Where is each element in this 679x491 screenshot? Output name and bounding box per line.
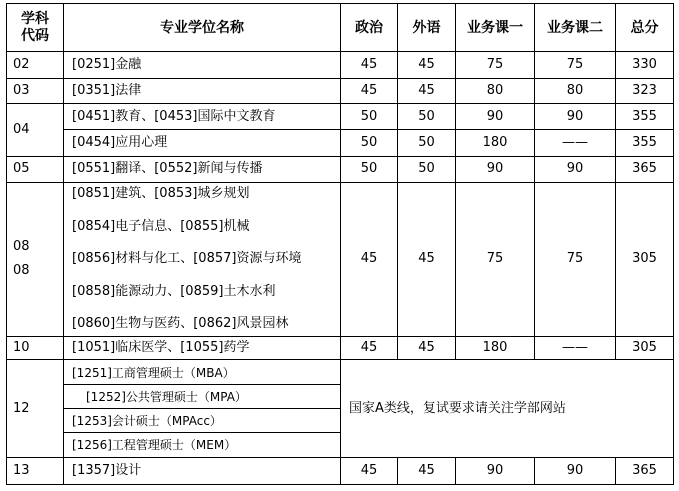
cell-course1: 180 [456, 130, 535, 156]
cell-name: [0454]应用心理 [64, 130, 341, 156]
cell-total: 355 [616, 130, 674, 156]
cell-total: 365 [616, 156, 674, 182]
code-line: 08 [13, 263, 30, 279]
cell-code: 13 [7, 457, 64, 484]
cell-course2: 90 [535, 457, 616, 484]
cell-course1: 90 [456, 104, 535, 130]
header-foreign: 外语 [398, 4, 456, 52]
cell-course2: 75 [535, 52, 616, 79]
cell-code: 10 [7, 337, 64, 360]
cell-course1: 80 [456, 79, 535, 104]
program-name: [0851]建筑、[0853]城乡规划 [72, 186, 250, 202]
cell-foreign: 45 [398, 79, 456, 104]
table-row [7, 104, 674, 130]
subprogram-list [64, 361, 340, 456]
cell-politics: 45 [341, 182, 398, 337]
cell-foreign: 45 [398, 52, 456, 79]
table-row [7, 130, 674, 156]
cell-name [64, 360, 341, 457]
code-line: 08 [13, 239, 30, 255]
program-name: [0858]能源动力、[0859]土木水利 [72, 283, 276, 299]
cell-course2: —— [535, 130, 616, 156]
table-row [7, 79, 674, 104]
cell-politics: 50 [341, 104, 398, 130]
header-code: 学科代码 [7, 4, 64, 52]
table-row [7, 457, 674, 484]
cell-name: [0551]翻译、[0552]新闻与传播 [64, 156, 341, 182]
header-politics: 政治 [341, 4, 398, 52]
cell-foreign: 45 [398, 457, 456, 484]
cell-foreign: 50 [398, 130, 456, 156]
score-table [6, 3, 674, 485]
cell-course1: 90 [456, 457, 535, 484]
cell-course2: 80 [535, 79, 616, 104]
cell-politics: 45 [341, 337, 398, 360]
cell-code [7, 182, 64, 337]
cell-total: 305 [616, 337, 674, 360]
cell-course1: 180 [456, 337, 535, 360]
cell-foreign: 50 [398, 104, 456, 130]
header-row [7, 4, 674, 52]
cell-note: 国家A类线，复试要求请关注学部网站 [341, 360, 674, 457]
program-name: [1252]公共管理硕士（MPA） [64, 385, 340, 409]
cell-total: 330 [616, 52, 674, 79]
cell-name: [0451]教育、[0453]国际中文教育 [64, 104, 341, 130]
cell-foreign: 45 [398, 337, 456, 360]
cell-name [64, 182, 341, 337]
cell-course2: 75 [535, 182, 616, 337]
table-row [7, 337, 674, 360]
cell-politics: 45 [341, 457, 398, 484]
cell-code: 04 [7, 104, 64, 156]
header-course2: 业务课二 [535, 4, 616, 52]
table-row [7, 182, 674, 337]
cell-politics: 50 [341, 156, 398, 182]
cell-name: [0351]法律 [64, 79, 341, 104]
cell-code: 05 [7, 156, 64, 182]
cell-course2: 90 [535, 156, 616, 182]
cell-politics: 45 [341, 79, 398, 104]
table-row [7, 360, 674, 457]
cell-course1: 90 [456, 156, 535, 182]
cell-course2: —— [535, 337, 616, 360]
cell-foreign: 50 [398, 156, 456, 182]
cell-politics: 50 [341, 130, 398, 156]
cell-course1: 75 [456, 182, 535, 337]
cell-total: 323 [616, 79, 674, 104]
cell-name: [1357]设计 [64, 457, 341, 484]
cell-code: 03 [7, 79, 64, 104]
cell-total: 305 [616, 182, 674, 337]
cell-code: 02 [7, 52, 64, 79]
cell-code: 12 [7, 360, 64, 457]
program-name: [0860]生物与医药、[0862]风景园林 [72, 316, 289, 332]
program-name: [1256]工程管理硕士（MEM） [72, 437, 237, 452]
header-name: 专业学位名称 [64, 4, 341, 52]
header-course1: 业务课一 [456, 4, 535, 52]
cell-course2: 90 [535, 104, 616, 130]
cell-foreign: 45 [398, 182, 456, 337]
program-name: [1253]会计硕士（MPAcc） [64, 409, 340, 433]
table-row [7, 156, 674, 182]
cell-total: 365 [616, 457, 674, 484]
table-row [7, 52, 674, 79]
cell-course1: 75 [456, 52, 535, 79]
program-name: [1251]工商管理硕士（MBA） [64, 361, 340, 385]
header-total: 总分 [616, 4, 674, 52]
program-name: [0856]材料与化工、[0857]资源与环境 [72, 251, 302, 267]
cell-politics: 45 [341, 52, 398, 79]
cell-name: [1051]临床医学、[1055]药学 [64, 337, 341, 360]
cell-name: [0251]金融 [64, 52, 341, 79]
program-name: [0854]电子信息、[0855]机械 [72, 218, 250, 234]
cell-total: 355 [616, 104, 674, 130]
